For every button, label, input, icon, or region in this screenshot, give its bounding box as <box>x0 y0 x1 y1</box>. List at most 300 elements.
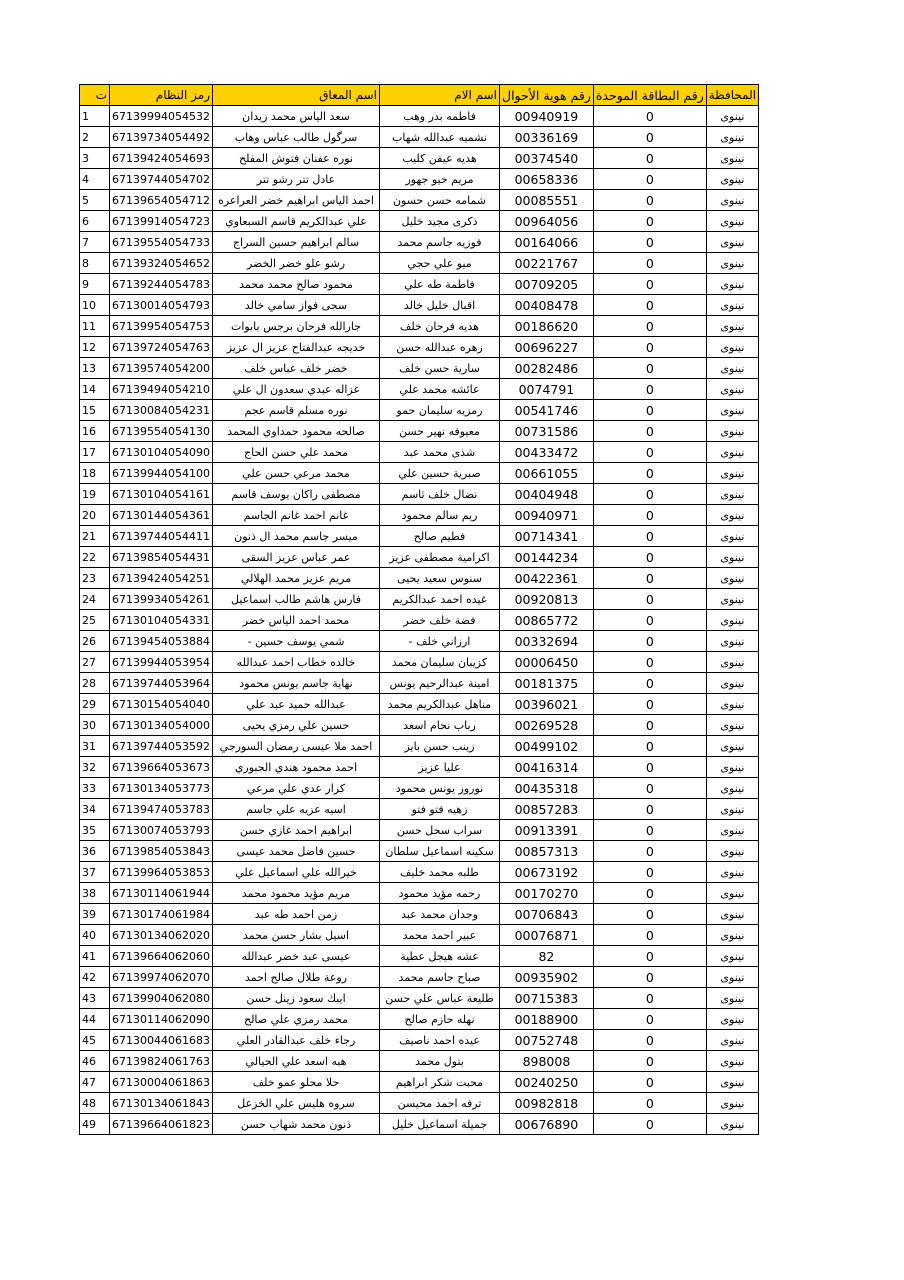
table-row <box>80 1030 759 1051</box>
cell-civil-id: 00006450 <box>500 652 594 673</box>
cell-unified-card: 0 <box>593 379 706 400</box>
cell-disabled-name: عادل تتر رشو تتر <box>213 169 380 190</box>
cell-governorate: نينوى <box>706 673 758 694</box>
cell-system-code: 67130134061843 <box>110 1093 213 1114</box>
cell-disabled-name: محمد مرعي حسن علي <box>213 463 380 484</box>
cell-disabled-name: سرگول طالب عباس وهاب <box>213 127 380 148</box>
cell-seq: 6 <box>80 211 110 232</box>
table-row <box>80 715 759 736</box>
cell-system-code: 67139904062080 <box>110 988 213 1009</box>
cell-civil-id: 00435318 <box>500 778 594 799</box>
cell-system-code: 67139734054492 <box>110 127 213 148</box>
cell-unified-card: 0 <box>593 421 706 442</box>
cell-unified-card: 0 <box>593 1009 706 1030</box>
cell-disabled-name: احمد الياس ابراهيم خضر العراعره <box>213 190 380 211</box>
cell-disabled-name: جارالله فرحان برجس بابوات <box>213 316 380 337</box>
cell-governorate: نينوى <box>706 127 758 148</box>
table-row <box>80 904 759 925</box>
table-row <box>80 631 759 652</box>
cell-seq: 47 <box>80 1072 110 1093</box>
cell-governorate: نينوى <box>706 1030 758 1051</box>
cell-disabled-name: روعة طلال صالح احمد <box>213 967 380 988</box>
cell-disabled-name: احمد ملا عيسى رمضان السورجي <box>213 736 380 757</box>
table-row <box>80 169 759 190</box>
cell-civil-id: 00865772 <box>500 610 594 631</box>
table-row <box>80 589 759 610</box>
cell-governorate: نينوى <box>706 316 758 337</box>
cell-seq: 36 <box>80 841 110 862</box>
cell-civil-id: 82 <box>500 946 594 967</box>
cell-mother-name: فضة خلف خضر <box>380 610 500 631</box>
cell-seq: 12 <box>80 337 110 358</box>
cell-unified-card: 0 <box>593 1051 706 1072</box>
cell-unified-card: 0 <box>593 442 706 463</box>
cell-civil-id: 00240250 <box>500 1072 594 1093</box>
cell-mother-name: طلبه محمد خليف <box>380 862 500 883</box>
cell-disabled-name: ميسر جاسم محمد ال ذنون <box>213 526 380 547</box>
cell-civil-id: 00181375 <box>500 673 594 694</box>
cell-governorate: نينوى <box>706 253 758 274</box>
table-row <box>80 1009 759 1030</box>
cell-seq: 23 <box>80 568 110 589</box>
cell-unified-card: 0 <box>593 190 706 211</box>
cell-unified-card: 0 <box>593 505 706 526</box>
header-row <box>80 85 759 106</box>
cell-governorate: نينوى <box>706 484 758 505</box>
table-row <box>80 106 759 127</box>
cell-system-code: 67139994054532 <box>110 106 213 127</box>
cell-disabled-name: نوره مسلم قاسم عجم <box>213 400 380 421</box>
cell-mother-name: طليعة عباس علي حسن <box>380 988 500 1009</box>
cell-seq: 7 <box>80 232 110 253</box>
cell-mother-name: فاطمه بدر وهب <box>380 106 500 127</box>
cell-system-code: 67130104054331 <box>110 610 213 631</box>
cell-disabled-name: خديجه عبدالفتاح عزيز ال عزيز <box>213 337 380 358</box>
cell-unified-card: 0 <box>593 1072 706 1093</box>
table-row <box>80 883 759 904</box>
beneficiary-table <box>79 84 759 1135</box>
cell-civil-id: 00374540 <box>500 148 594 169</box>
header-civil-id: رقم هوية الأحوال <box>500 85 594 106</box>
cell-seq: 9 <box>80 274 110 295</box>
cell-governorate: نينوى <box>706 337 758 358</box>
cell-unified-card: 0 <box>593 148 706 169</box>
cell-mother-name: معيوفه نهير حسن <box>380 421 500 442</box>
cell-mother-name: رمزيه سليمان حمو <box>380 400 500 421</box>
cell-mother-name: عشه هيجل عطية <box>380 946 500 967</box>
cell-system-code: 67139954054753 <box>110 316 213 337</box>
cell-governorate: نينوى <box>706 211 758 232</box>
cell-governorate: نينوى <box>706 610 758 631</box>
cell-disabled-name: محمد علي حسن الحاج <box>213 442 380 463</box>
cell-mother-name: وجدان محمد عبد <box>380 904 500 925</box>
cell-system-code: 67130144054361 <box>110 505 213 526</box>
cell-disabled-name: حسين فاضل محمد عيسى <box>213 841 380 862</box>
cell-unified-card: 0 <box>593 1030 706 1051</box>
cell-disabled-name: مصطفى راكان يوسف قاسم <box>213 484 380 505</box>
table-row <box>80 190 759 211</box>
cell-system-code: 67139574054200 <box>110 358 213 379</box>
cell-disabled-name: حسين علي رمزي يحيى <box>213 715 380 736</box>
cell-civil-id: 00433472 <box>500 442 594 463</box>
cell-unified-card: 0 <box>593 652 706 673</box>
cell-governorate: نينوى <box>706 190 758 211</box>
cell-seq: 46 <box>80 1051 110 1072</box>
cell-civil-id: 00164066 <box>500 232 594 253</box>
cell-disabled-name: سروه هليس علي الخزعل <box>213 1093 380 1114</box>
cell-civil-id: 00404948 <box>500 484 594 505</box>
cell-unified-card: 0 <box>593 400 706 421</box>
cell-system-code: 67139554054130 <box>110 421 213 442</box>
cell-mother-name: سارية حسن خلف <box>380 358 500 379</box>
cell-mother-name: عائشه محمد علي <box>380 379 500 400</box>
cell-civil-id: 00408478 <box>500 295 594 316</box>
cell-unified-card: 0 <box>593 484 706 505</box>
cell-governorate: نينوى <box>706 526 758 547</box>
cell-mother-name: رحمه مؤيد محمود <box>380 883 500 904</box>
cell-seq: 39 <box>80 904 110 925</box>
cell-mother-name: اقبال خليل خالد <box>380 295 500 316</box>
cell-civil-id: 00422361 <box>500 568 594 589</box>
cell-disabled-name: اسيه عزيه علي جاسم <box>213 799 380 820</box>
table-row <box>80 232 759 253</box>
cell-civil-id: 00269528 <box>500 715 594 736</box>
cell-disabled-name: سعد الياس محمد زيدان <box>213 106 380 127</box>
table-row <box>80 841 759 862</box>
cell-civil-id: 00673192 <box>500 862 594 883</box>
table-row <box>80 316 759 337</box>
cell-civil-id: 00221767 <box>500 253 594 274</box>
table-row <box>80 337 759 358</box>
cell-seq: 4 <box>80 169 110 190</box>
cell-system-code: 67130134062020 <box>110 925 213 946</box>
cell-mother-name: نهله حازم صالح <box>380 1009 500 1030</box>
cell-mother-name: ارزاني خلف - <box>380 631 500 652</box>
table-row <box>80 1072 759 1093</box>
cell-system-code: 67130134053773 <box>110 778 213 799</box>
cell-governorate: نينوى <box>706 1051 758 1072</box>
cell-system-code: 67139474053783 <box>110 799 213 820</box>
cell-system-code: 67139724054763 <box>110 337 213 358</box>
cell-mother-name: صبرية حسين علي <box>380 463 500 484</box>
cell-system-code: 67139494054210 <box>110 379 213 400</box>
cell-governorate: نينوى <box>706 295 758 316</box>
cell-civil-id: 00706843 <box>500 904 594 925</box>
cell-system-code: 67139824061763 <box>110 1051 213 1072</box>
cell-disabled-name: نهاية جاسم يونس محمود <box>213 673 380 694</box>
cell-seq: 30 <box>80 715 110 736</box>
cell-seq: 24 <box>80 589 110 610</box>
cell-system-code: 67139664053673 <box>110 757 213 778</box>
cell-mother-name: ترفه احمد محيسن <box>380 1093 500 1114</box>
cell-unified-card: 0 <box>593 211 706 232</box>
cell-disabled-name: زمن احمد طه عبد <box>213 904 380 925</box>
cell-disabled-name: صالحه محمود حمداوي المحمد <box>213 421 380 442</box>
cell-system-code: 67130174061984 <box>110 904 213 925</box>
cell-seq: 21 <box>80 526 110 547</box>
cell-disabled-name: عمر عباس عزيز السقى <box>213 547 380 568</box>
cell-seq: 34 <box>80 799 110 820</box>
cell-governorate: نينوى <box>706 715 758 736</box>
cell-disabled-name: ذنون محمد شهاب حسن <box>213 1114 380 1135</box>
cell-governorate: نينوى <box>706 547 758 568</box>
cell-unified-card: 0 <box>593 925 706 946</box>
cell-civil-id: 00332694 <box>500 631 594 652</box>
cell-governorate: نينوى <box>706 925 758 946</box>
table-row <box>80 778 759 799</box>
cell-mother-name: مناهل عبدالكريم محمد <box>380 694 500 715</box>
cell-seq: 44 <box>80 1009 110 1030</box>
table-row <box>80 547 759 568</box>
cell-civil-id: 00857283 <box>500 799 594 820</box>
cell-unified-card: 0 <box>593 820 706 841</box>
table-row <box>80 253 759 274</box>
cell-seq: 48 <box>80 1093 110 1114</box>
cell-governorate: نينوى <box>706 232 758 253</box>
header-governorate: المحافظة <box>706 85 758 106</box>
cell-disabled-name: محمود صالح محمد محمد <box>213 274 380 295</box>
cell-unified-card: 0 <box>593 568 706 589</box>
cell-system-code: 67130084054231 <box>110 400 213 421</box>
table-row <box>80 1114 759 1135</box>
cell-unified-card: 0 <box>593 883 706 904</box>
cell-seq: 22 <box>80 547 110 568</box>
table-row <box>80 799 759 820</box>
cell-mother-name: مريم خيو جهور <box>380 169 500 190</box>
cell-mother-name: ميو علي حجي <box>380 253 500 274</box>
cell-system-code: 67130104054090 <box>110 442 213 463</box>
cell-unified-card: 0 <box>593 589 706 610</box>
cell-civil-id: 00935902 <box>500 967 594 988</box>
cell-mother-name: غيده احمد عبدالكريم <box>380 589 500 610</box>
cell-disabled-name: خضر خلف عباس خلف <box>213 358 380 379</box>
cell-disabled-name: رجاء خلف عبدالقادر العلي <box>213 1030 380 1051</box>
cell-seq: 10 <box>80 295 110 316</box>
cell-system-code: 67139424054693 <box>110 148 213 169</box>
cell-unified-card: 0 <box>593 316 706 337</box>
table-row <box>80 862 759 883</box>
cell-unified-card: 0 <box>593 253 706 274</box>
cell-unified-card: 0 <box>593 778 706 799</box>
table-row <box>80 379 759 400</box>
cell-unified-card: 0 <box>593 715 706 736</box>
cell-seq: 38 <box>80 883 110 904</box>
cell-disabled-name: سجى فواز سامي خالد <box>213 295 380 316</box>
cell-mother-name: شمامه حسن حسون <box>380 190 500 211</box>
cell-mother-name: نضال خلف ثاسم <box>380 484 500 505</box>
cell-mother-name: صباح جاسم محمد <box>380 967 500 988</box>
cell-governorate: نينوى <box>706 799 758 820</box>
cell-disabled-name: احمد محمود هندي الجبوري <box>213 757 380 778</box>
cell-disabled-name: اسيل بشار حسن محمد <box>213 925 380 946</box>
cell-disabled-name: نوره عفنان فتوش المفلح <box>213 148 380 169</box>
cell-unified-card: 0 <box>593 694 706 715</box>
cell-civil-id: 00144234 <box>500 547 594 568</box>
cell-disabled-name: خيرالله علي اسماعيل علي <box>213 862 380 883</box>
cell-system-code: 67139664062060 <box>110 946 213 967</box>
table-row <box>80 148 759 169</box>
cell-civil-id: 00940919 <box>500 106 594 127</box>
cell-seq: 25 <box>80 610 110 631</box>
cell-governorate: نينوى <box>706 421 758 442</box>
cell-unified-card: 0 <box>593 799 706 820</box>
cell-unified-card: 0 <box>593 1114 706 1135</box>
cell-governorate: نينوى <box>706 1093 758 1114</box>
table-row <box>80 358 759 379</box>
cell-mother-name: عليا عزيز <box>380 757 500 778</box>
cell-seq: 15 <box>80 400 110 421</box>
cell-seq: 43 <box>80 988 110 1009</box>
cell-civil-id: 00857313 <box>500 841 594 862</box>
table-row <box>80 757 759 778</box>
cell-governorate: نينوى <box>706 904 758 925</box>
cell-governorate: نينوى <box>706 1072 758 1093</box>
cell-mother-name: عبير احمد محمد <box>380 925 500 946</box>
table-row <box>80 925 759 946</box>
cell-civil-id: 00416314 <box>500 757 594 778</box>
cell-governorate: نينوى <box>706 400 758 421</box>
cell-unified-card: 0 <box>593 631 706 652</box>
cell-mother-name: سكينه اسماعيل سلطان <box>380 841 500 862</box>
cell-seq: 14 <box>80 379 110 400</box>
cell-mother-name: نوروز يونس محمود <box>380 778 500 799</box>
cell-disabled-name: علي عبدالكريم قاسم السبعاوي <box>213 211 380 232</box>
cell-disabled-name: كرار عدي علي مرعي <box>213 778 380 799</box>
cell-governorate: نينوى <box>706 148 758 169</box>
cell-seq: 37 <box>80 862 110 883</box>
cell-unified-card: 0 <box>593 862 706 883</box>
cell-system-code: 67130004061863 <box>110 1072 213 1093</box>
cell-system-code: 67130134054000 <box>110 715 213 736</box>
cell-governorate: نينوى <box>706 694 758 715</box>
cell-seq: 19 <box>80 484 110 505</box>
cell-civil-id: 00920813 <box>500 589 594 610</box>
cell-seq: 20 <box>80 505 110 526</box>
header-disabled-name: اسم المعاق <box>213 85 380 106</box>
cell-unified-card: 0 <box>593 736 706 757</box>
table-row <box>80 526 759 547</box>
table-row <box>80 211 759 232</box>
cell-civil-id: 00076871 <box>500 925 594 946</box>
cell-disabled-name: مريم عزيز محمد الهلالي <box>213 568 380 589</box>
cell-disabled-name: سالم ابراهيم حسين السراج <box>213 232 380 253</box>
cell-unified-card: 0 <box>593 232 706 253</box>
cell-mother-name: سراب سحل حسن <box>380 820 500 841</box>
cell-mother-name: زهيه فتو فتو <box>380 799 500 820</box>
table-row <box>80 505 759 526</box>
cell-mother-name: هديه عيفن كليب <box>380 148 500 169</box>
cell-seq: 29 <box>80 694 110 715</box>
cell-system-code: 67130014054793 <box>110 295 213 316</box>
cell-governorate: نينوى <box>706 463 758 484</box>
table-row <box>80 988 759 1009</box>
cell-governorate: نينوى <box>706 883 758 904</box>
cell-unified-card: 0 <box>593 169 706 190</box>
table-row <box>80 1093 759 1114</box>
cell-seq: 1 <box>80 106 110 127</box>
cell-disabled-name: مريم مؤيد محمود محمد <box>213 883 380 904</box>
cell-seq: 3 <box>80 148 110 169</box>
cell-civil-id: 00186620 <box>500 316 594 337</box>
cell-system-code: 67139744054411 <box>110 526 213 547</box>
cell-disabled-name: غزاله عبدي سعدون ال علي <box>213 379 380 400</box>
cell-disabled-name: عيسى عبد خضر عبدالله <box>213 946 380 967</box>
cell-civil-id: 00499102 <box>500 736 594 757</box>
table-row <box>80 295 759 316</box>
cell-unified-card: 0 <box>593 526 706 547</box>
cell-system-code: 67139854054431 <box>110 547 213 568</box>
cell-disabled-name: محمد رمزي علي صالح <box>213 1009 380 1030</box>
cell-system-code: 67139744053964 <box>110 673 213 694</box>
cell-unified-card: 0 <box>593 463 706 484</box>
cell-unified-card: 0 <box>593 1093 706 1114</box>
table-row <box>80 673 759 694</box>
cell-seq: 13 <box>80 358 110 379</box>
table-row <box>80 610 759 631</box>
cell-seq: 2 <box>80 127 110 148</box>
cell-civil-id: 00731586 <box>500 421 594 442</box>
cell-governorate: نينوى <box>706 736 758 757</box>
cell-unified-card: 0 <box>593 946 706 967</box>
cell-seq: 42 <box>80 967 110 988</box>
cell-governorate: نينوى <box>706 757 758 778</box>
table-row <box>80 694 759 715</box>
cell-seq: 26 <box>80 631 110 652</box>
cell-mother-name: هديه فرحان خلف <box>380 316 500 337</box>
cell-governorate: نينوى <box>706 379 758 400</box>
cell-system-code: 67130074053793 <box>110 820 213 841</box>
cell-disabled-name: ابراهيم احمد غازي حسن <box>213 820 380 841</box>
cell-system-code: 67139244054783 <box>110 274 213 295</box>
cell-civil-id: 898008 <box>500 1051 594 1072</box>
header-mother-name: اسم الام <box>380 85 500 106</box>
cell-mother-name: فاطمة طه علي <box>380 274 500 295</box>
table-row <box>80 484 759 505</box>
cell-seq: 33 <box>80 778 110 799</box>
cell-system-code: 67139914054723 <box>110 211 213 232</box>
cell-unified-card: 0 <box>593 904 706 925</box>
cell-system-code: 67139654054712 <box>110 190 213 211</box>
cell-disabled-name: غانم احمد غانم الجاسم <box>213 505 380 526</box>
cell-system-code: 67139854053843 <box>110 841 213 862</box>
cell-unified-card: 0 <box>593 673 706 694</box>
cell-system-code: 67139324054652 <box>110 253 213 274</box>
cell-system-code: 67139424054251 <box>110 568 213 589</box>
cell-civil-id: 00964056 <box>500 211 594 232</box>
header-system-code: رمز النظام <box>110 85 213 106</box>
cell-mother-name: جميلة اسماعيل خليل <box>380 1114 500 1135</box>
cell-seq: 40 <box>80 925 110 946</box>
cell-system-code: 67139964053853 <box>110 862 213 883</box>
cell-disabled-name: فارس هاشم طالب اسماعيل <box>213 589 380 610</box>
cell-system-code: 67139944053954 <box>110 652 213 673</box>
cell-governorate: نينوى <box>706 967 758 988</box>
cell-civil-id: 00913391 <box>500 820 594 841</box>
cell-mother-name: زينب حسن بايز <box>380 736 500 757</box>
cell-governorate: نينوى <box>706 1114 758 1135</box>
cell-civil-id: 00752748 <box>500 1030 594 1051</box>
cell-civil-id: 00715383 <box>500 988 594 1009</box>
cell-unified-card: 0 <box>593 547 706 568</box>
table-row <box>80 967 759 988</box>
cell-seq: 27 <box>80 652 110 673</box>
cell-unified-card: 0 <box>593 841 706 862</box>
cell-unified-card: 0 <box>593 127 706 148</box>
cell-civil-id: 00658336 <box>500 169 594 190</box>
cell-system-code: 67130114062090 <box>110 1009 213 1030</box>
cell-civil-id: 00396021 <box>500 694 594 715</box>
cell-civil-id: 00982818 <box>500 1093 594 1114</box>
